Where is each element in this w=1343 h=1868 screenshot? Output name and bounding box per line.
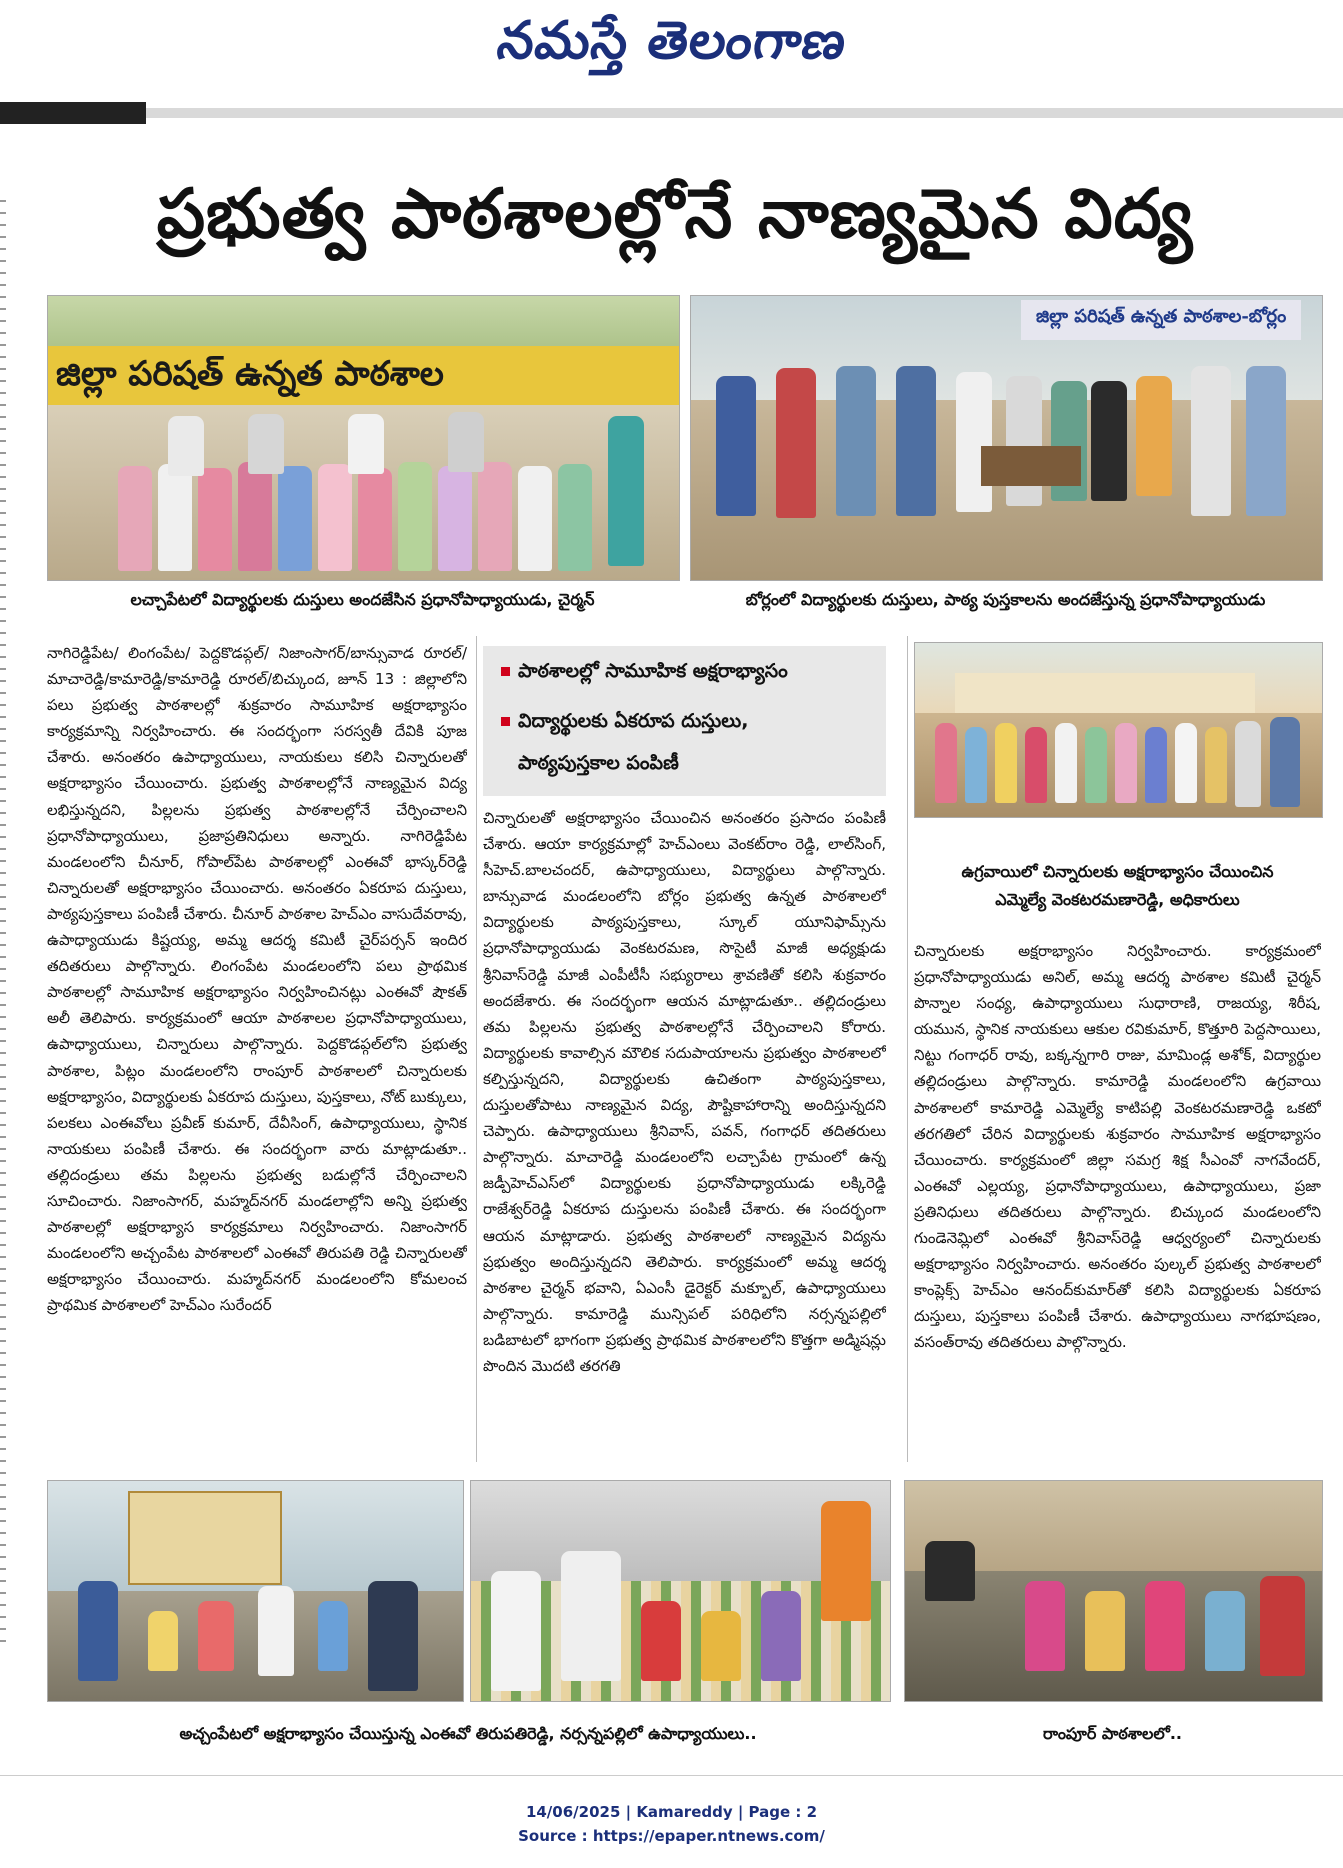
photo-ugravayi: [914, 642, 1323, 818]
highlights-box: [483, 646, 886, 796]
school-banner: జిల్లా పరిషత్ ఉన్నత పాఠశాల: [56, 354, 444, 394]
article-column-1: [47, 640, 467, 1470]
bullet-icon: [501, 717, 510, 726]
footer-source-link[interactable]: Source : https://epaper.ntnews.com/: [518, 1827, 825, 1845]
article-text: నాగిరెడ్డిపేట/ లింగంపేట/ పెద్దకొడప్గల్/ నిజాంసాగర్/బాన్సువాడ రూరల్/మాచారెడ్డి/కామారెడ్డి/కామారెడ్డి రూరల్/బిచ్కుంద, జూన్ 13 : జిల్లాలోని పలు ప్రభుత్వ పాఠశాలల్లో శుక్రవారం సామూహిక అక్షరాభ్యాసం కార్యక్రమాన్ని నిర్వహించారు. ఈ సందర్భంగా సరస్వతీ దేవికి పూజ చేశారు. అనంతరం ఉపాధ్యాయులు, నాయకులు కలిసి చిన్నారులతో అక్షరాభ్యాసం చేయించారు. ప్రభుత్వ పాఠశాలల్లోనే నాణ్యమైన విద్య లభిస్తున్నదని, పిల్లలను ప్రభుత్వ పాఠశాలల్లోనే చేర్పించాలని ప్రధానోపాధ్యాయులు, ప్రజాప్రతినిధులు అన్నారు. నాగిరెడ్డిపేట మండలంలోని చీనూర్, గోపాల్‌పేట పాఠశాలల్లో ఎంఈవో భాస్కర్‌రెడ్డి చిన్నారులతో అక్షరాభ్యాసం చేయించారు. అనంతరం ఏకరూప దుస్తులు, పాఠ్యపుస్తకాలు పంపిణీ చేశారు. చీనూర్ పాఠశాల హెచ్‌ఎం వాసుదేవరావు, ఉపాధ్యాయుడు కిష్టయ్య, అమ్మ ఆదర్శ కమిటీ చైర్‌పర్సన్ ఇందిర తదితరులు పాల్గొన్నారు. లింగంపేట మండలంలోని పలు ప్రాథమిక పాఠశాలల్లో సామూహిక అక్షరాభ్యాసం నిర్వహించినట్లు ఎంఈవో షౌకత్ అలీ తెలిపారు. కార్యక్రమంలో ఆయా పాఠశాలల ప్రధానోపాధ్యాయులు, ఉపాధ్యాయులు, చిన్నారులు పాల్గొన్నారు. పెద్దకొడప్గల్‌లోని ప్రభుత్వ పాఠశాల, పిట్లం మండలంలోని రాంపూర్ పాఠశాలలో చిన్నారులకు అక్షరాభ్యాసం, విద్యార్థులకు ఏకరూప దుస్తులు, పుస్తకాలు, నోట్ బుక్కులు, పలకలు ఎంఈవోలు ప్రవీణ్ కుమార్, దేవీసింగ్, ఉపాధ్యాయులు, స్థానిక నాయకులు పంపిణీ చేశారు. ఈ సందర్భంగా వారు మాట్లాడుతూ.. తల్లిదండ్రులు తమ పిల్లలను ప్రభుత్వ బడుల్లోనే చేర్పించాలని సూచించారు. నిజాంసాగర్, మహ్మద్‌నగర్ మండలాల్లోని అన్ని ప్రభుత్వ పాఠశాలల్లో అక్షరాభ్యాస కార్యక్రమాలు నిర్వహించారు. నిజాంసాగర్ మండలంలోని అచ్చంపేట పాఠశాలలో ఎంఈవో తిరుపతి రెడ్డి చిన్నారులతో అక్షరాభ్యాసం చేయించారు. మహ్మద్‌నగర్ మండలంలోని కోమలంచ ప్రాథమిక పాఠశాలలో హెచ్‌ఎం సురేందర్: [47, 644, 467, 1315]
footer-divider: [0, 1775, 1343, 1776]
photo-borlam: [690, 295, 1323, 581]
footer-date-page: 14/06/2025 | Kamareddy | Page : 2: [525, 1803, 818, 1821]
newspaper-logo: నమస్తే తెలంగాణ: [493, 10, 852, 71]
school-banner: జిల్లా పరిషత్ ఉన్నత పాఠశాల-బోర్లం: [1036, 306, 1287, 327]
headline: ప్రభుత్వ పాఠశాలల్లోనే నాణ్యమైన విద్య: [156, 175, 1194, 254]
article-column-2: [483, 805, 886, 1467]
photo-caption: అచ్చంపేటలో అక్షరాభ్యాసం చేయిస్తున్న ఎంఈవో తిరుపతిరెడ్డి, నర్సన్నపల్లిలో ఉపాధ్యాయులు..: [179, 1724, 757, 1743]
photo-lachhapeta: [47, 295, 680, 581]
photo-caption: ఎమ్మెల్యే వెంకటరమణారెడ్డి, అధికారులు: [995, 890, 1240, 909]
photo-narsannapalli: [470, 1480, 891, 1702]
top-rule: [146, 108, 1343, 118]
highlight-item-continued: పాఠ్యపుస్తకాల పంపిణీ: [518, 752, 679, 774]
left-edge-strip: [0, 200, 6, 1650]
highlight-item: [501, 660, 788, 687]
photo-caption: లచ్చాపేటలో విద్యార్థులకు దుస్తులు అందజేసిన ప్రధానోపాధ్యాయుడు, చైర్మన్: [130, 590, 595, 609]
article-text: చిన్నారులకు అక్షరాభ్యాసం నిర్వహించారు. కార్యక్రమంలో ప్రధానోపాధ్యాయుడు అనిల్, అమ్మ ఆదర్శ పాఠశాల కమిటీ చైర్మన్ పొన్నాల సంధ్య, ఉపాధ్యాయులు సుధారాణి, రాజయ్య, శిరీష, యమున, స్థానిక నాయకులు ఆకుల రవికుమార్, కొత్తూరి పెద్దసాయిలు, నిట్టు గంగాధర్ రావు, బక్కన్నగారి రాజు, మామిండ్ల అశోక్, విద్యార్థుల తల్లిదండ్రులు పాల్గొన్నారు. కామారెడ్డి మండలంలోని ఉగ్రవాయి పాఠశాలలో కామారెడ్డి ఎమ్మెల్యే కాటిపల్లి వెంకటరమణారెడ్డి ఒకటో తరగతిలో చేరిన విద్యార్థులకు శుక్రవారం సామూహిక అక్షరాభ్యాసం చేయించారు. కార్యక్రమంలో జిల్లా సమగ్ర శిక్ష సీఎంవో నాగవేందర్, ఎంఈవో ఎల్లయ్య, ప్రధానోపాధ్యాయులు, ఉపాధ్యాయులు, ప్రజా ప్రతినిధులు తదితరులు పాల్గొన్నారు. బిచ్కుంద మండలంలోని గుండెనెమ్లిలో ఎంఈవో శ్రీనివాస్‌రెడ్డి ఆధ్వర్యంలో చిన్నారులకు అక్షరాభ్యాసం నిర్వహించారు. అనంతరం పుల్కల్ ప్రభుత్వ పాఠశాలలో కాంప్లెక్స్ హెచ్‌ఎం ఆనంద్‌కుమార్‌తో కలిసి విద్యార్థులకు ఏకరూప దుస్తులు, పుస్తకాలు పంపిణీ చేశారు. ఉపాధ్యాయులు నాగభూషణం, వసంత్‌రావు తదితరులు పాల్గొన్నారు.: [914, 942, 1321, 1352]
article-column-3: [914, 938, 1321, 1468]
photo-caption: ఉగ్రవాయిలో చిన్నారులకు అక్షరాభ్యాసం చేయించిన: [961, 862, 1274, 881]
photo-caption: రాంపూర్ పాఠశాలలో..: [1043, 1724, 1182, 1743]
masthead: [0, 0, 1343, 100]
photo-rampur: [904, 1480, 1323, 1702]
top-rule-bar: [0, 102, 1343, 124]
highlight-text: విద్యార్థులకు ఏకరూప దుస్తులు,: [518, 710, 749, 732]
highlight-item: [501, 710, 748, 737]
photo-caption: బోర్లంలో విద్యార్థులకు దుస్తులు, పాఠ్య పుస్తకాలను అందజేస్తున్న ప్రధానోపాధ్యాయుడు: [745, 590, 1266, 609]
article-text: చిన్నారులతో అక్షరాభ్యాసం చేయించిన అనంతరం ప్రసాదం పంపిణీ చేశారు. ఆయా కార్యక్రమాల్లో హెచ్‌ఎంలు వెంకట్‌రాం రెడ్డి, లాల్‌సింగ్, సీహెచ్.బాలచందర్, ఉపాధ్యాయులు, విద్యార్థులు పాల్గొన్నారు. బాన్సువాడ మండలంలోని బోర్లం ప్రభుత్వ ఉన్నత పాఠశాలలో విద్యార్థులకు పాఠ్యపుస్తకాలు, స్కూల్ యూనిఫామ్స్‌ను ప్రధానోపాధ్యాయుడు వెంకటరమణ, సొసైటీ మాజీ అధ్యక్షుడు శ్రీనివాస్‌రెడ్డి మాజీ ఎంపీటీసీ సభ్యురాలు శ్రావణితో కలిసి శుక్రవారం అందజేశారు. ఈ సందర్భంగా ఆయన మాట్లాడుతూ.. తల్లిదండ్రులు తమ పిల్లలను ప్రభుత్వ పాఠశాలల్లోనే చేర్పించాలని కోరారు. విద్యార్థులకు కావాల్సిన మౌలిక సదుపాయాలను ప్రభుత్వం పాఠశాలలో కల్పిస్తున్నదని, విద్యార్థులకు ఉచితంగా పాఠ్యపుస్తకాలు, దుస్తులతోపాటు నాణ్యమైన విద్య, పౌష్టికాహారాన్ని అందిస్తున్నదని చెప్పారు. ఉపాధ్యాయులు శ్రీనివాస్, పవన్, గంగాధర్ తదితరులు పాల్గొన్నారు. మాచారెడ్డి మండలంలోని లచ్చాపేట గ్రామంలో ఉన్న జడ్పీహెచ్‌ఎస్‌లో విద్యార్థులకు ప్రధానోపాధ్యాయుడు లక్కిరెడ్డి రాజేశ్వర్‌రెడ్డి ఏకరూప దుస్తులను పంపిణీ చేశారు. ఈ సందర్భంగా ఆయన మాట్లాడారు. ప్రభుత్వ పాఠశాలలో నాణ్యమైన విద్యను ప్రభుత్వం అందిస్తున్నదని తెలిపారు. కార్యక్రమంలో అమ్మ ఆదర్శ పాఠశాల చైర్మన్ భవాని, ఏఎంసీ డైరెక్టర్ మక్బూల్, ఉపాధ్యాయులు పాల్గొన్నారు. కామారెడ్డి మున్సిపల్ పరిధిలోని నర్సన్నపల్లిలో బడిబాటలో భాగంగా ప్రభుత్వ ప్రాథమిక పాఠశాలలోని కొత్తగా అడ్మిషన్లు పొందిన మొదటి తరగతి: [483, 809, 886, 1375]
footer: [0, 1800, 1343, 1848]
column-divider: [476, 636, 477, 1462]
highlight-text: పాఠశాలల్లో సామూహిక అక్షరాభ్యాసం: [518, 660, 788, 682]
bullet-icon: [501, 667, 510, 676]
photo-achhampeta: [47, 1480, 464, 1702]
page-tab-marker: [0, 102, 146, 124]
column-divider: [907, 636, 908, 1462]
